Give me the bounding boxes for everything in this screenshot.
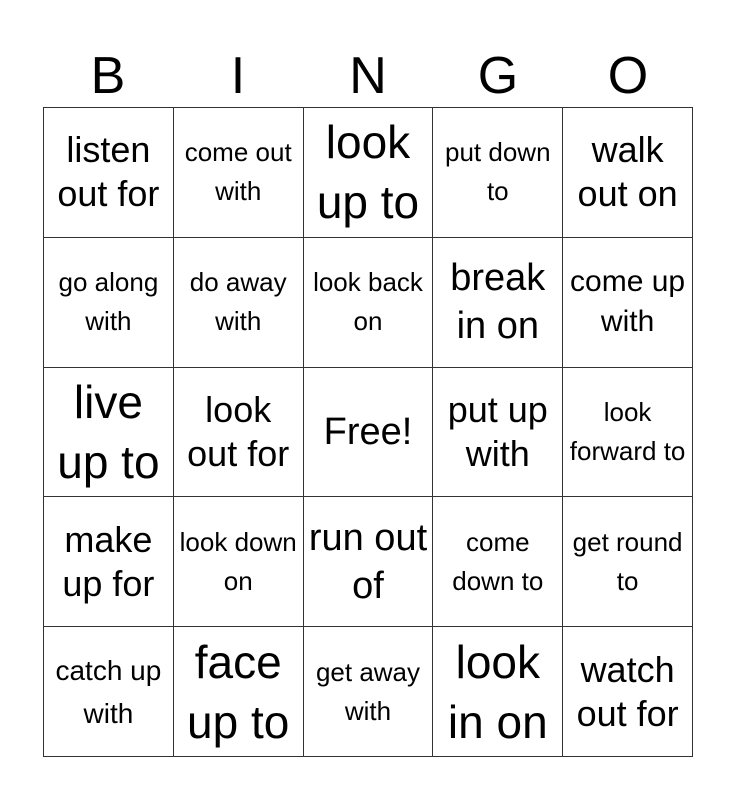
bingo-cell: live up to: [44, 368, 174, 498]
bingo-cell: face up to: [174, 627, 304, 757]
bingo-cell: do away with: [174, 238, 304, 368]
header-letter-o: O: [607, 47, 649, 105]
bingo-cell: come up with: [563, 238, 693, 368]
bingo-cell: get round to: [563, 497, 693, 627]
bingo-cell: listen out for: [44, 108, 174, 238]
bingo-cell: break in on: [433, 238, 563, 368]
header-letter-n: N: [349, 47, 387, 105]
bingo-cell: look down on: [174, 497, 304, 627]
bingo-card-grid: [43, 107, 693, 757]
bingo-cell: catch up with: [44, 627, 174, 757]
bingo-header: [43, 44, 693, 108]
bingo-cell: walk out on: [563, 108, 693, 238]
bingo-cell: come out with: [174, 108, 304, 238]
bingo-cell: make up for: [44, 497, 174, 627]
free-space-cell: Free!: [304, 368, 434, 498]
bingo-cell: look back on: [304, 238, 434, 368]
bingo-cell: look in on: [433, 627, 563, 757]
bingo-cell: look out for: [174, 368, 304, 498]
header-letter-b: B: [90, 47, 126, 105]
bingo-cell: look up to: [304, 108, 434, 238]
bingo-cell: go along with: [44, 238, 174, 368]
bingo-cell: get away with: [304, 627, 434, 757]
bingo-cell: look forward to: [563, 368, 693, 498]
bingo-cell: run out of: [304, 497, 434, 627]
bingo-cell: come down to: [433, 497, 563, 627]
bingo-cell: put up with: [433, 368, 563, 498]
bingo-cell: watch out for: [563, 627, 693, 757]
bingo-cell: put down to: [433, 108, 563, 238]
header-letter-i: I: [230, 47, 246, 105]
header-letter-g: G: [477, 47, 519, 105]
